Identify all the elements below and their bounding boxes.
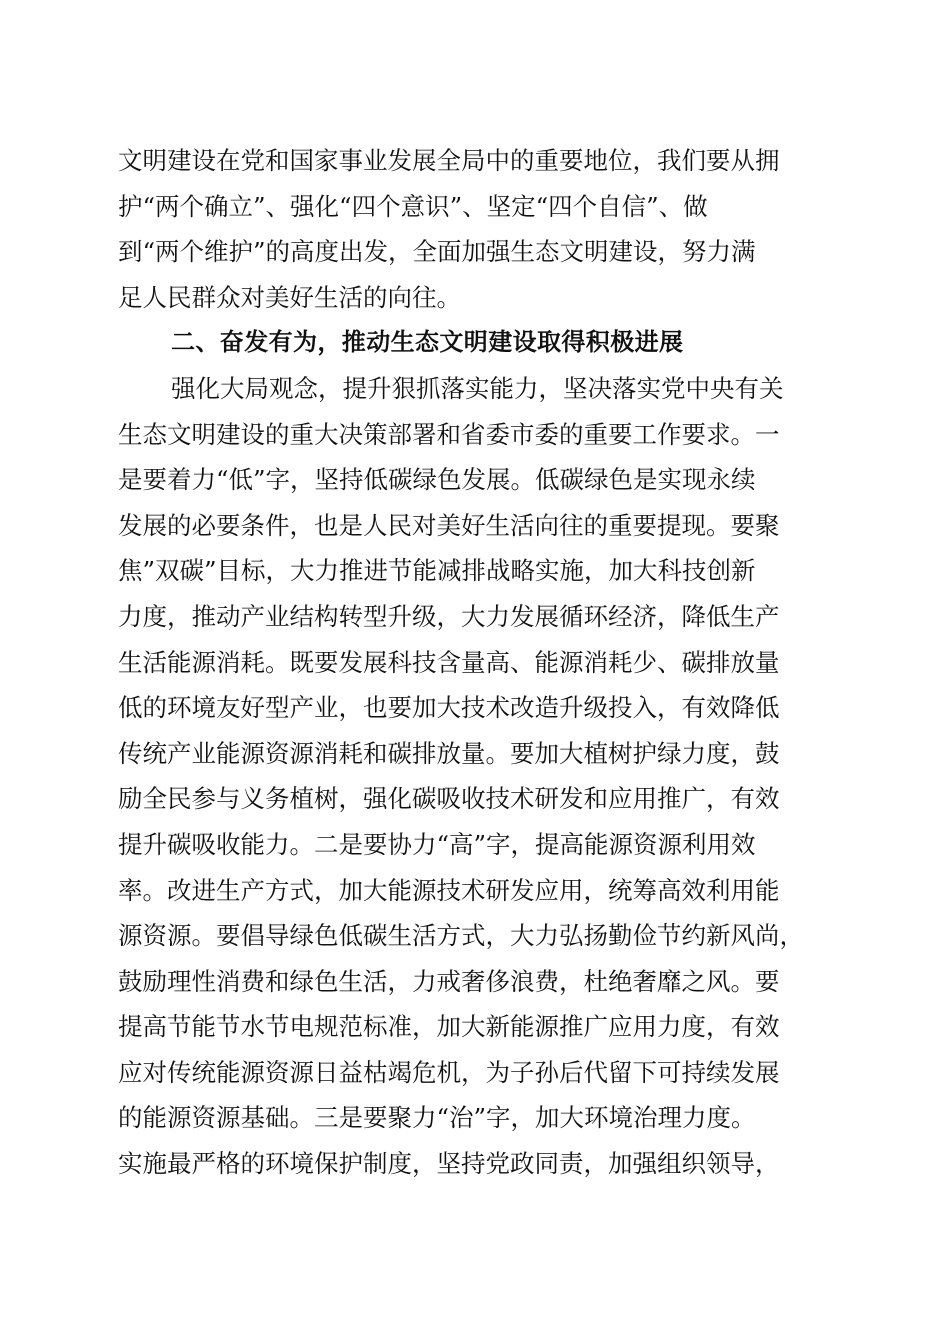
text-line: 率。改进生产方式，加大能源技术研发应用，统筹高效利用能 [118,875,780,905]
text-line: 励全民参与义务植树，强化碳吸收技术研发和应用推广，有效 [118,784,780,814]
text-line: 力度，推动产业结构转型升级，大力发展循环经济，降低生产 [118,601,780,631]
text-line: 发展的必要条件，也是人民对美好生活向往的重要提现。要聚 [118,510,780,540]
text-line: 应对传统能源资源日益枯竭危机，为子孙后代留下可持续发展 [118,1057,780,1087]
text-line: 强化大局观念，提升狠抓落实能力，坚决落实党中央有关 [171,373,784,403]
text-line: 的能源资源基础。三是要聚力“治”字，加大环境治理力度。 [118,1103,756,1133]
text-line: 鼓励理性消费和绿色生活，力戒奢侈浪费，杜绝奢靡之风。要 [118,966,780,996]
text-line: 提高节能节水节电规范标准，加大新能源推广应用力度，有效 [118,1012,780,1042]
text-line: 实施最严格的环境保护制度，坚持党政同责，加强组织领导， [118,1149,780,1179]
text-line: 文明建设在党和国家事业发展全局中的重要地位，我们要从拥 [118,146,780,175]
document-body [118,138,834,1187]
text-line: 焦”双碳”目标，大力推进节能减排战略实施，加大科技创新 [118,556,756,586]
text-line: 源资源。要倡导绿色低碳生活方式，大力弘扬勤俭节约新风尚， [118,921,804,951]
text-line: 足人民群众对美好生活的向往。 [118,282,461,312]
text-line: 护“两个确立”、强化“四个意识”、坚定“四个自信”、做 [118,191,708,221]
text-line: 生态文明建设的重大决策部署和省委市委的重要工作要求。一 [118,419,780,449]
text-line: 生活能源消耗。既要发展科技含量高、能源消耗少、碳排放量 [118,647,780,677]
section-heading: 二、奋发有为，推动生态文明建设取得积极进展 [171,328,684,357]
text-line: 低的环境友好型产业，也要加大技术改造升级投入，有效降低 [118,693,780,723]
text-line: 提升碳吸收能力。二是要协力“高”字，提高能源资源利用效 [118,829,756,859]
text-line: 是要着力“低”字，坚持低碳绿色发展。低碳绿色是实现永续 [118,465,756,495]
text-line: 传统产业能源资源消耗和碳排放量。要加大植树护绿力度，鼓 [118,738,780,768]
text-line: 到“两个维护”的高度出发，全面加强生态文明建设，努力满 [118,237,756,267]
